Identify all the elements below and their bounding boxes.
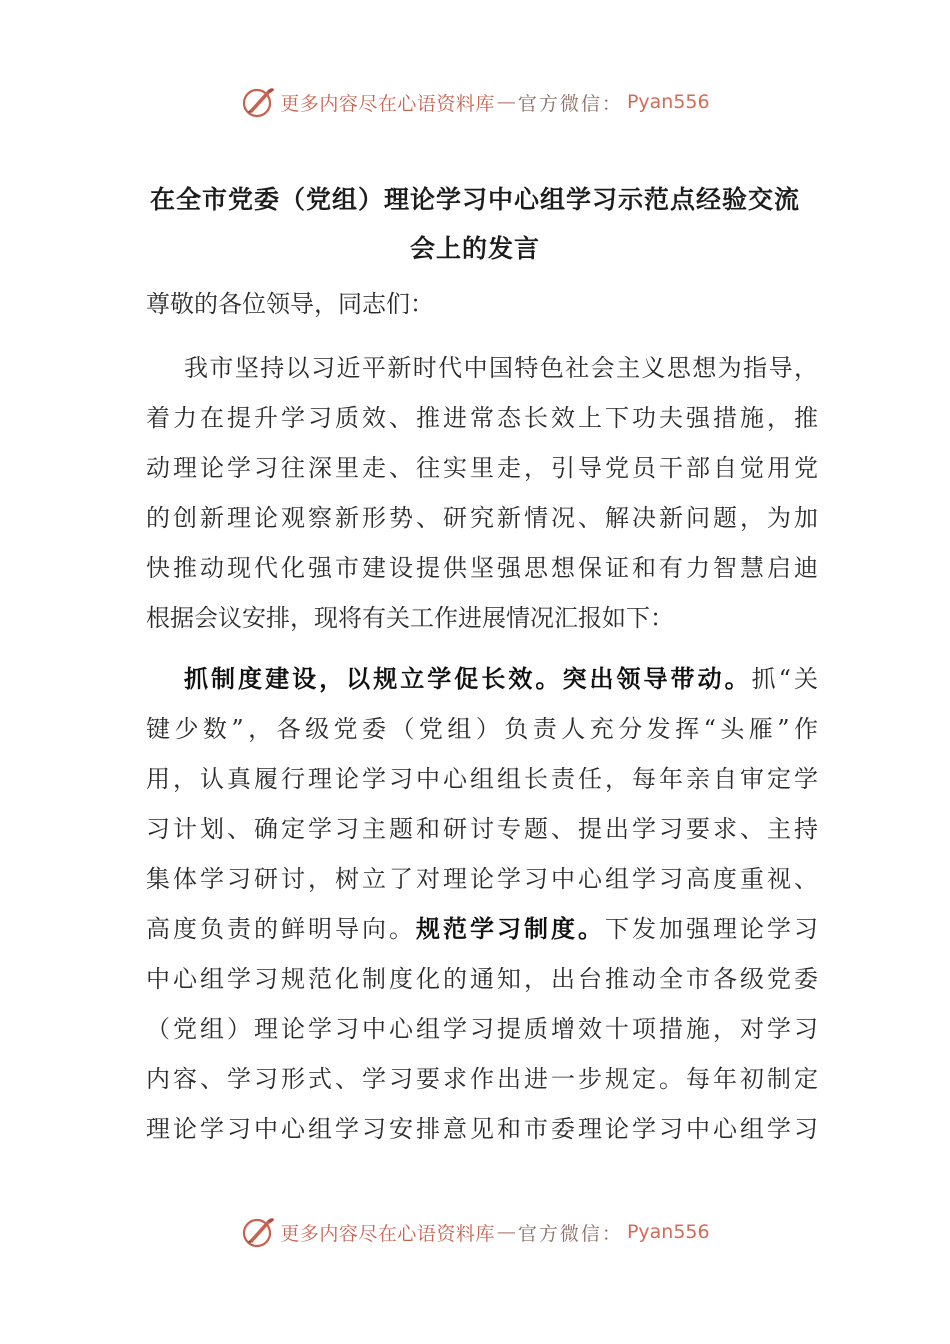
paragraph-line: 用，认真履行理论学习中心组组长责任，每年亲自审定学 bbox=[146, 765, 818, 793]
section-1-first-line bbox=[146, 661, 818, 697]
intro-line: 着力在提升学习质效、推进常态长效上下功夫强措施，推 bbox=[146, 404, 818, 432]
quill-logo-icon bbox=[240, 1214, 276, 1250]
footer-watermark bbox=[0, 1212, 950, 1252]
document-title-line-2: 会上的发言 bbox=[409, 234, 540, 263]
watermark-label: 官方微信： bbox=[517, 1222, 623, 1245]
paragraph-line: 中心组学习规范化制度化的通知，出台推动全市各级党委 bbox=[146, 965, 818, 993]
intro-line: 我市坚持以习近平新时代中国特色社会主义思想为指导， bbox=[184, 354, 818, 382]
paragraph-line-mixed bbox=[146, 911, 818, 947]
intro-line: 的创新理论观察新形势、研究新情况、解决新问题，为加 bbox=[146, 504, 818, 532]
paragraph-line: 集体学习研讨，树立了对理论学习中心组学习高度重视、 bbox=[146, 865, 818, 893]
watermark-wechat-id: Pyan556 bbox=[626, 1221, 710, 1243]
intro-line: 根据会议安排，现将有关工作进展情况汇报如下： bbox=[146, 604, 674, 632]
quill-logo-icon bbox=[240, 84, 276, 120]
watermark-site-text: 更多内容尽在心语资料库 bbox=[280, 1222, 495, 1245]
subsection-heading-rules: 规范学习制度。 bbox=[416, 915, 605, 943]
paragraph-line: 理论学习中心组学习安排意见和市委理论学习中心组学习 bbox=[146, 1115, 818, 1143]
paragraph-line: （党组）理论学习中心组学习提质增效十项措施，对学习 bbox=[146, 1015, 818, 1043]
paragraph-text: 高度负责的鲜明导向。 bbox=[146, 915, 416, 943]
section-1-heading: 抓制度建设，以规立学促长效。 bbox=[184, 665, 563, 693]
watermark-wechat-id: Pyan556 bbox=[626, 91, 710, 113]
watermark-label: 官方微信： bbox=[517, 92, 623, 115]
paragraph-line: 习计划、确定学习主题和研讨专题、提出学习要求、主持 bbox=[146, 815, 818, 843]
watermark-dash: — bbox=[496, 91, 516, 113]
paragraph-text: 抓“关 bbox=[751, 665, 818, 693]
header-watermark bbox=[0, 82, 950, 122]
paragraph-text: 下发加强理论学习 bbox=[605, 915, 818, 943]
intro-line: 动理论学习往深里走、往实里走，引导党员干部自觉用党 bbox=[146, 454, 818, 482]
watermark-site-text: 更多内容尽在心语资料库 bbox=[280, 92, 495, 115]
salutation: 尊敬的各位领导，同志们： bbox=[146, 290, 434, 318]
document-title-line-1: 在全市党委（党组）理论学习中心组学习示范点经验交流 bbox=[149, 185, 800, 214]
paragraph-line: 内容、学习形式、学习要求作出进一步规定。每年初制定 bbox=[146, 1065, 818, 1093]
watermark-dash: — bbox=[496, 1221, 516, 1243]
paragraph-line: 键少数”，各级党委（党组）负责人充分发挥“头雁”作 bbox=[146, 715, 818, 743]
intro-line: 快推动现代化强市建设提供坚强思想保证和有力智慧启迪 bbox=[146, 554, 818, 582]
subsection-heading-leadership: 突出领导带动。 bbox=[562, 665, 752, 693]
